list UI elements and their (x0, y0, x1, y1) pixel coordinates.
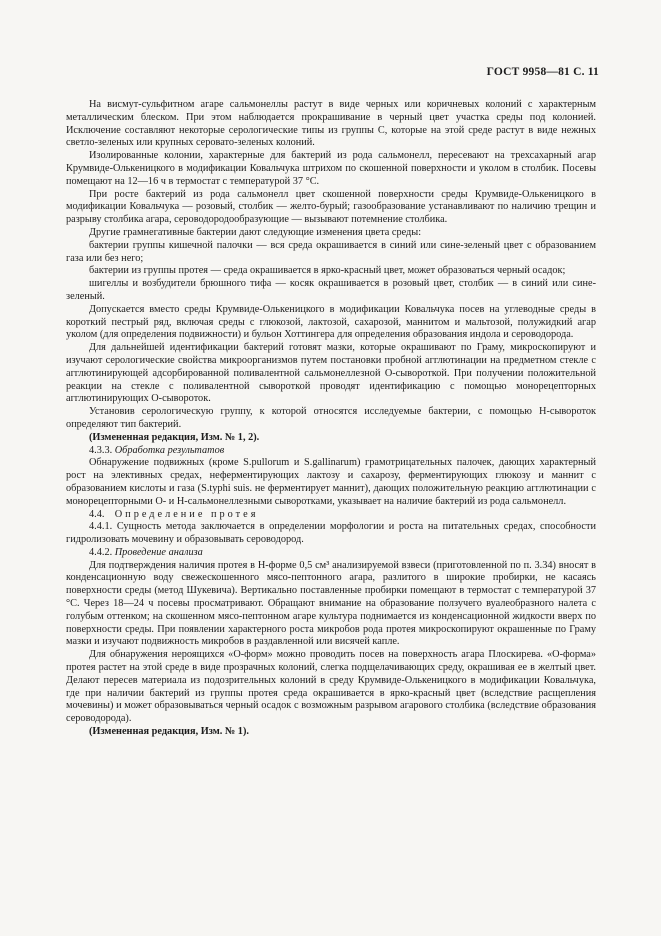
paragraph: бактерии группы кишечной палочки — вся среда окрашивается в синий или сине-зеленый цвет с образованием газа или без него; (66, 239, 596, 264)
section-title: Обработка результатов (114, 444, 225, 456)
paragraph: Допускается вместо среды Крумвиде-Олькеницкого в модификации Ковальчука посев на углеводные среды в короткий пестрый ряд, включая среды с глюкозой, лактозой, сахарозой, маннитом и мальтозой, полужидкий агар уколом (для определения подвижности) и бульон Хоттингера для определения образования индола и сероводорода. (66, 303, 596, 341)
amendment-note: (Измененная редакция, Изм. № 1, 2). (89, 431, 260, 443)
paragraph: Обнаружение подвижных (кроме S.pullorum и S.gallinarum) грамотрицательных палочек, дающих характерный рост на элективных средах, неферментирующих лактозу и сахарозу, ферментирующих глюкозу и маннит с образованием кислоты и газа (S.typhi suis. не ферментирует маннит), дающих положительную реакцию агглютинации с монорецепторными О- и Н-сальмонеллезными сыворотками, указывает на наличие бактерий из рода сальмонелл. (66, 457, 596, 507)
section-heading-4-3-3 (66, 445, 596, 458)
document-body (66, 99, 596, 739)
amendment-note: (Измененная редакция, Изм. № 1). (89, 726, 249, 738)
paragraph: На висмут-сульфитном агаре сальмонеллы растут в виде черных или коричневых колоний с характерным металлическим блеском. При этом наблюдается прокрашивание в черный цвет участка среды под колонией. Исключение составляют некоторые серологические типы из группы С, которые на этой среде растут в виде нежных светло-зеленых или крупных серовато-зеленых колоний. (66, 99, 596, 149)
paragraph: Для дальнейшей идентификации бактерий готовят мазки, которые окрашивают по Граму, микроскопируют и изучают серологические свойства микроорганизмов путем постановки пробной агглютинации на предметном стекле с агглютинирующей адсорбированной поливалентной сальмонеллезной О-сывороткой. При получении положительной реакции на стекле с поливалентной сывороткой проводят идентификацию с помощью монорецепторных агглютинирующих О-сывороток. (66, 342, 596, 405)
section-title: Определение протея (114, 508, 259, 520)
section-number: 4.4.2. (89, 546, 113, 558)
page-header: ГОСТ 9958—81 С. 11 (486, 66, 599, 78)
paragraph: 4.4.1. Сущность метода заключается в определении морфологии и роста на питательных средах, способности гидролизовать мочевину и образовывать сероводород. (66, 521, 596, 546)
paragraph: Для обнаружения нероящихся «О-форм» можно проводить посев на поверхность агара Плоскирева. «О-форма» протея растет на этой среде в виде прозрачных колоний, слегка подщелачивающих среду, окрашивая ее в желтый цвет. Делают пересев материала из подозрительных колоний в среду Крумвиде-Олькеницкого в модификации Ковальчука, где при наличии бактерий из группы протея среда окрашивается в ярко-красный цвет (вследствие расщепления мочевины) и может образовываться черный осадок с возможным разрывом агарового столбика (вследствие образования сероводорода). (66, 649, 596, 725)
section-title: Проведение анализа (114, 546, 203, 558)
paragraph: Установив серологическую группу, к которой относятся исследуемые бактерии, с помощью Н-сывороток определяют тип бактерий. (66, 406, 596, 430)
paragraph: Другие грамнегативные бактерии дают следующие изменения цвета среды: (89, 226, 422, 238)
section-number: 4.3.3. (89, 444, 113, 456)
section-heading-4-4 (66, 509, 596, 522)
paragraph: При росте бактерий из рода сальмонелл цвет скошенной поверхности среды Крумвиде-Олькеницкого в модификации Ковальчука — розовый, столбик — желто-бурый; газообразование устанавливают по наличию трещин и разрыву столбика агара, сероводородообразующие — вызывают потемнение столбика. (66, 188, 596, 226)
paragraph: бактерии из группы протея — среда окрашивается в ярко-красный цвет, может образоваться черный осадок; (89, 265, 566, 277)
paragraph: Для подтверждения наличия протея в Н-форме 0,5 см³ анализируемой взвеси (приготовленной по п. 3.34) вносят в конденсационную воду свежескошенного мясо-пептонного агара, разлитого в широкие пробирки, не касаясь поверхности среды (метод Шукевича). Вертикально поставленные пробирки помещают в термостат с температурой 37 °С. Через 18—24 ч посевы просматривают. Обращают внимание на образование ползучего вуалеобразного налета с голубым оттенком; на скошенном мясо-пептонном агаре культура поднимается из конденсационной жидкости вверх по поверхности среды. При появлении характерного роста микробов рода протея микроскопируют окрашенные по Граму мазки и изучают подвижность микробов в раздавленной или висячей капле. (66, 559, 596, 648)
paragraph: Изолированные колонии, характерные для бактерий из рода сальмонелл, пересевают на трехсахарный агар Крумвиде-Олькеницкого в модификации Ковальчука штрихом по скошенной поверхности и уколом в столбик. Посевы помещают на 12—16 ч в термостат с температурой 37 °С. (66, 150, 596, 187)
section-heading-4-4-2 (66, 547, 596, 560)
section-number: 4.4. (89, 508, 105, 520)
paragraph: шигеллы и возбудители брюшного тифа — косяк окрашивается в розовый цвет, столбик — в синий или сине-зеленый. (66, 278, 596, 302)
